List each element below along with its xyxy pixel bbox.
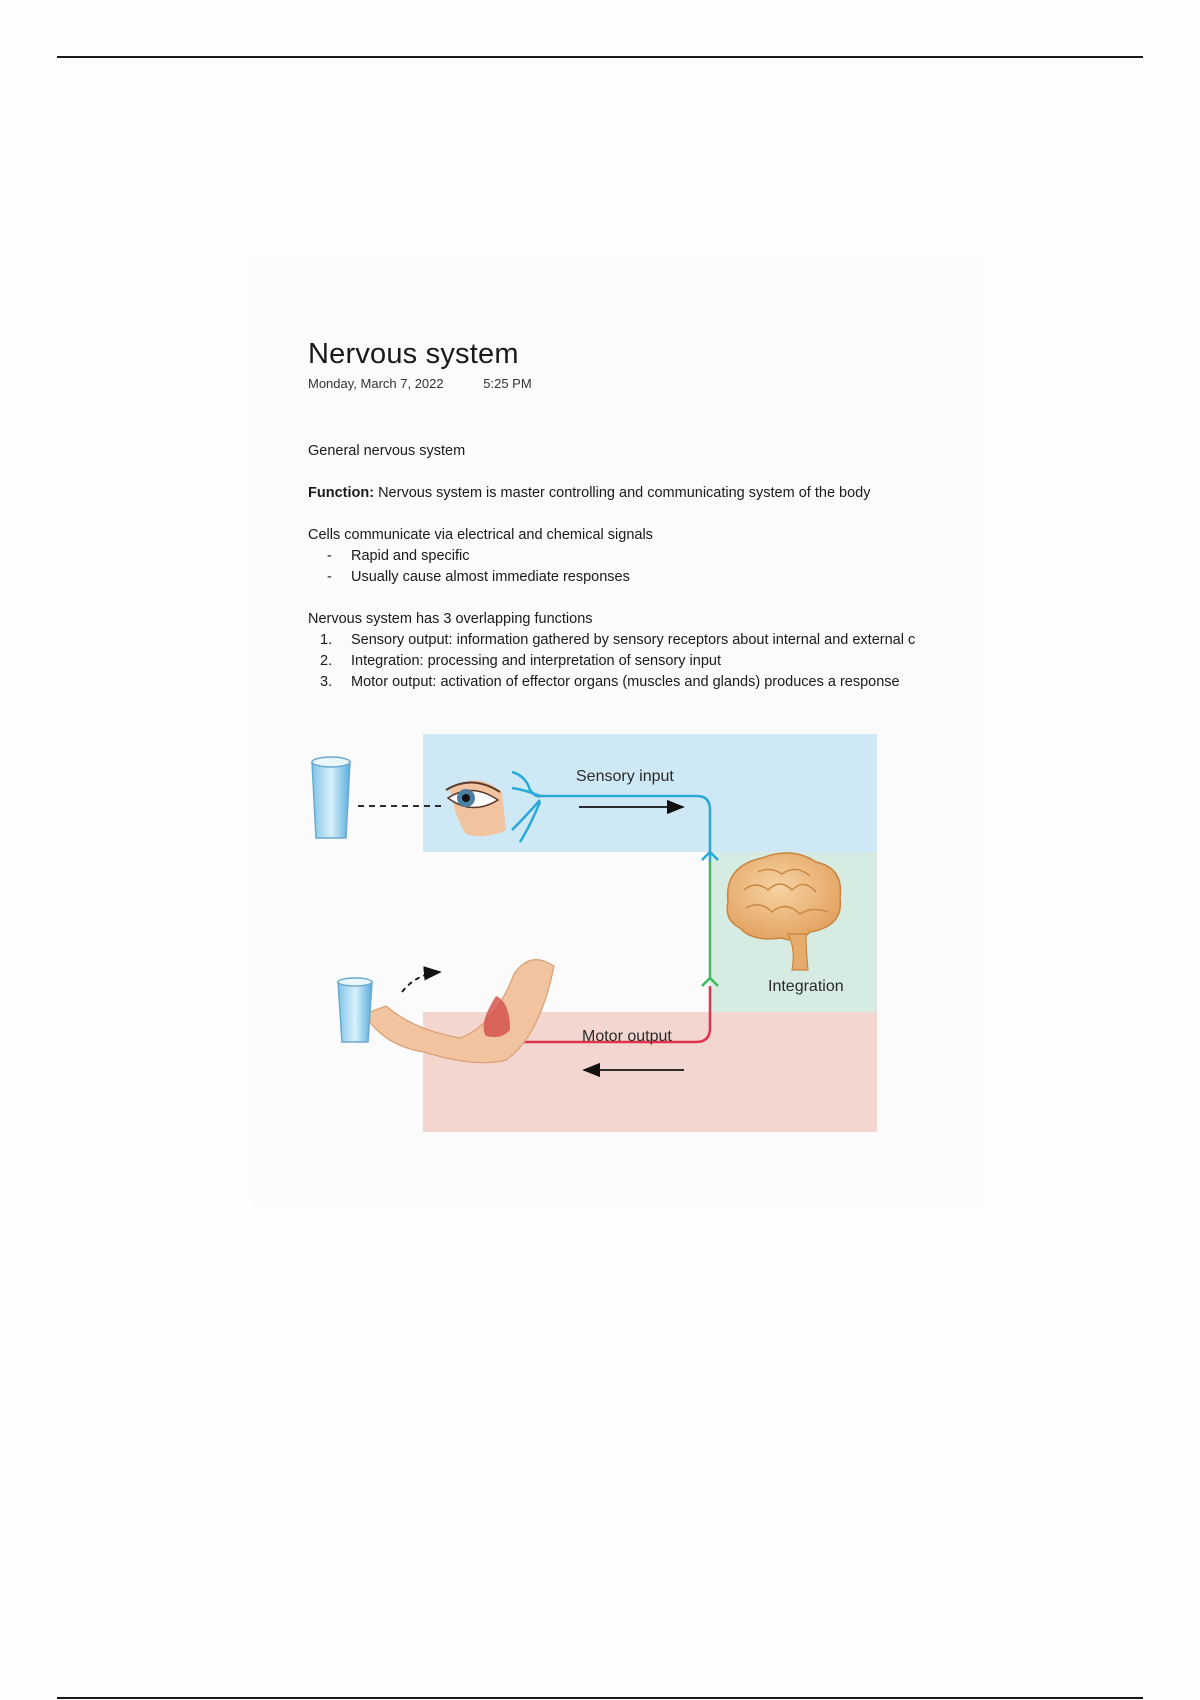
bullet-marker: -	[327, 548, 332, 564]
functions-list	[308, 630, 1008, 693]
list-item	[308, 546, 1008, 567]
list-item	[308, 567, 1008, 588]
number-marker: 3.	[320, 674, 333, 690]
function-label: Function:	[308, 485, 375, 501]
page-title: Nervous system	[308, 338, 519, 370]
note-content	[308, 336, 1008, 693]
note-time: 5:25 PM	[483, 376, 532, 391]
nervous-system-diagram	[300, 730, 890, 1135]
list-item-text: Rapid and specific	[351, 548, 470, 564]
function-text: Nervous system is master controlling and communicating system of the body	[374, 485, 871, 501]
integration-label: Integration	[768, 978, 844, 995]
section-heading: General nervous system	[308, 443, 466, 459]
list-item-text: Motor output: activation of effector organs (muscles and glands) produces a response	[351, 674, 900, 690]
list-item	[308, 651, 1008, 672]
held-glass-icon	[338, 978, 372, 1042]
list-item	[308, 672, 1008, 693]
sensory-label: Sensory input	[576, 768, 674, 785]
lift-arrow	[402, 972, 440, 992]
bullet-marker: -	[327, 569, 332, 585]
note-timestamp	[308, 376, 1008, 394]
number-marker: 1.	[320, 632, 333, 648]
list-item-text: Sensory output: information gathered by sensory receptors about internal and external c	[351, 632, 916, 648]
water-glass-icon	[312, 757, 350, 838]
list-item	[308, 630, 1008, 651]
cells-line: Cells communicate via electrical and chemical signals	[308, 527, 653, 543]
note-date: Monday, March 7, 2022	[308, 376, 444, 391]
number-marker: 2.	[320, 653, 333, 669]
list-item-text: Usually cause almost immediate responses	[351, 569, 630, 585]
bullet-list	[308, 546, 1008, 588]
footer-rule	[57, 1697, 1143, 1699]
functions-intro: Nervous system has 3 overlapping functions	[308, 611, 593, 627]
diagram-svg	[300, 730, 890, 1135]
function-line	[308, 483, 1008, 504]
header-rule	[57, 56, 1143, 58]
motor-label: Motor output	[582, 1028, 672, 1045]
list-item-text: Integration: processing and interpretation of sensory input	[351, 653, 721, 669]
